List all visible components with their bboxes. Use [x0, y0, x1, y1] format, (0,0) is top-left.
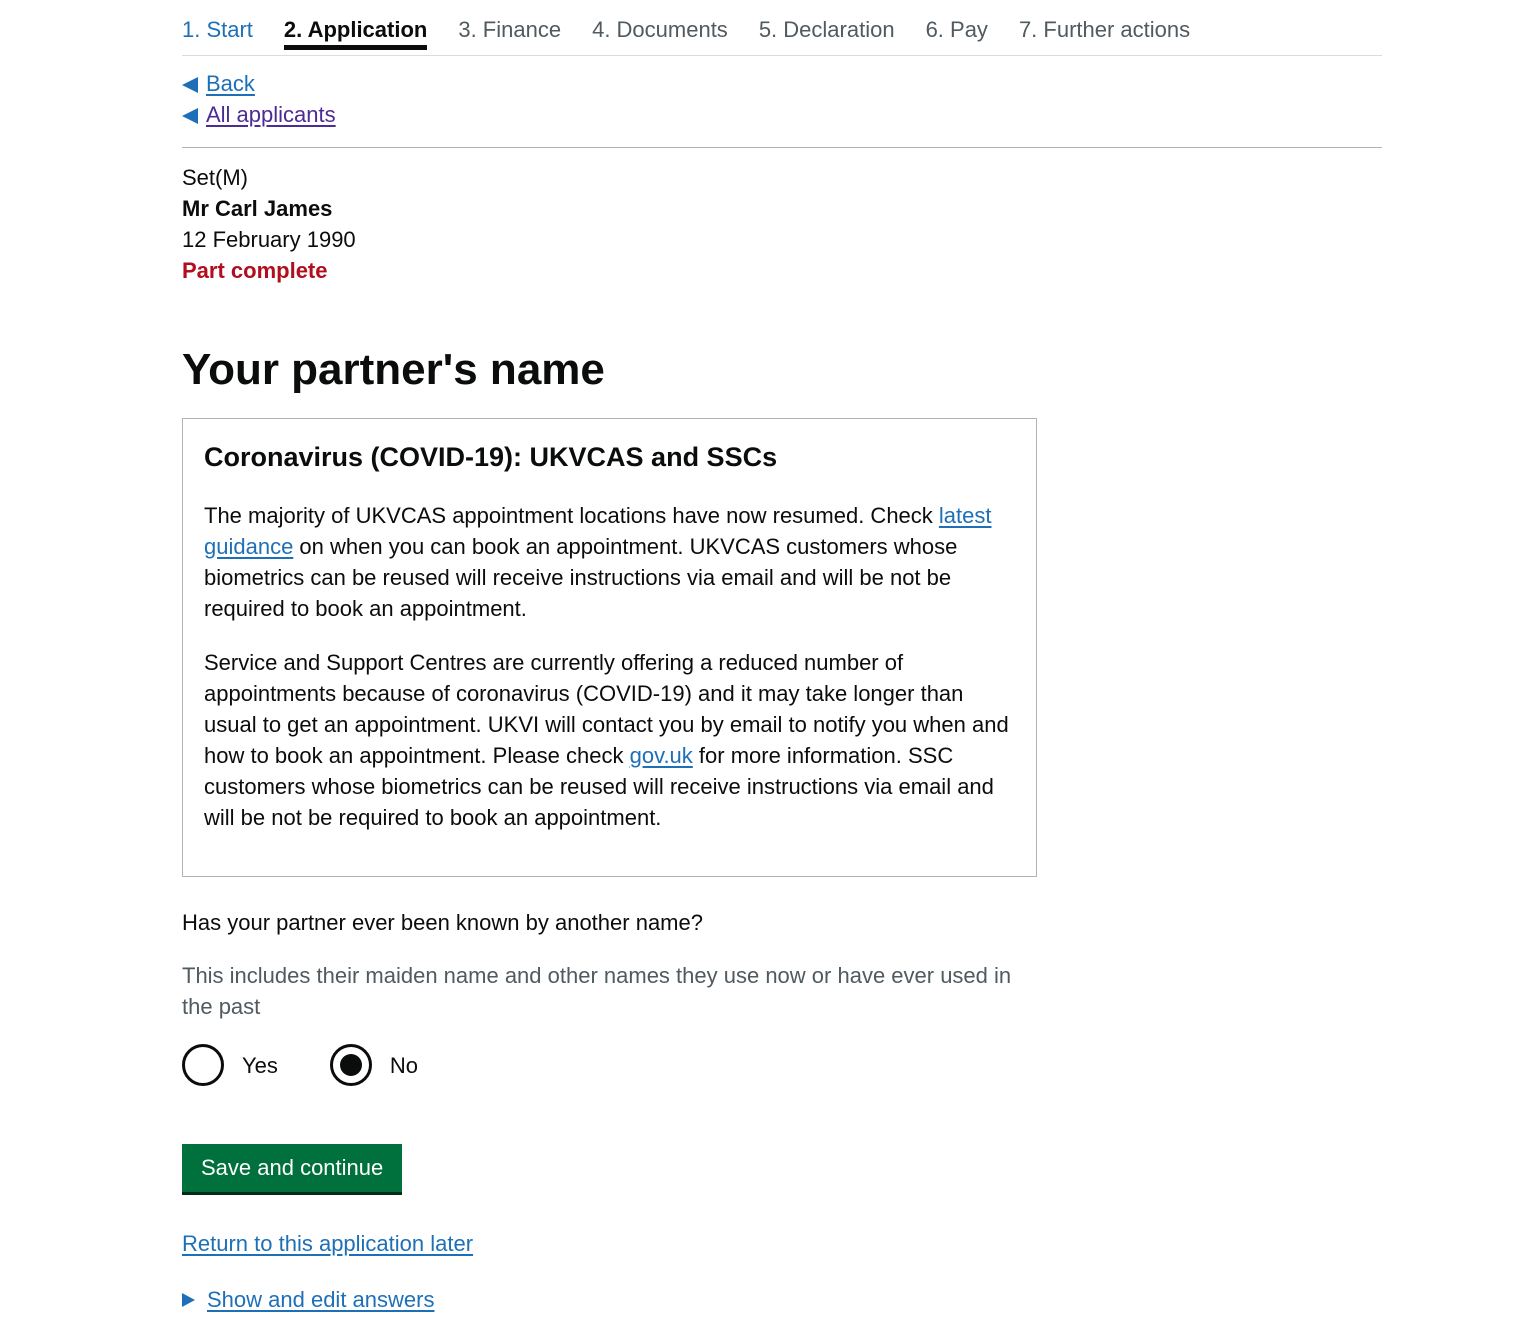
question-label: Has your partner ever been known by another name?: [182, 910, 703, 935]
notice-text: Service and Support Centres are currently offering a reduced number of appointments because of coronavirus (COVID-19) and it may take longer than usual to get an appointment. UKVI will contact you by email to notify you when and how to book an appointment. Please check: [204, 650, 1009, 768]
covid-notice-panel: [182, 418, 1037, 877]
all-applicants-link-row[interactable]: [182, 99, 1382, 130]
section-divider: [182, 147, 1382, 148]
back-arrow-icon: [182, 77, 198, 93]
page-title: Your partner's name: [182, 345, 605, 394]
gov-uk-link[interactable]: gov.uk: [629, 743, 693, 768]
radio-circle-icon[interactable]: [182, 1044, 224, 1086]
page-container: [182, 0, 1382, 1312]
applicant-summary: [182, 162, 356, 286]
notice-text: for more information. SSC customers whose biometrics can be reused will receive instructions via email and will be not be required to book an appointment.: [204, 743, 994, 830]
step-documents: 4. Documents: [592, 17, 728, 42]
step-navigation: [182, 0, 1382, 56]
step-application[interactable]: 2. Application: [284, 0, 427, 55]
step-finance: 3. Finance: [458, 17, 562, 42]
radio-yes[interactable]: [182, 1044, 278, 1086]
applicant-dob: 12 February 1990: [182, 227, 356, 252]
status-badge: Part complete: [182, 258, 328, 283]
radio-circle-icon[interactable]: [330, 1044, 372, 1086]
radio-no[interactable]: [330, 1044, 418, 1086]
notice-text: on when you can book an appointment. UKVCAS customers whose biometrics can be reused will receive instructions via email and will be not be required to book an appointment.: [204, 534, 958, 621]
all-applicants-link[interactable]: All applicants: [206, 102, 336, 127]
applicant-name: Mr Carl James: [182, 196, 333, 221]
latest-guidance-link[interactable]: latest guidance: [204, 503, 992, 559]
applicant-set: Set(M): [182, 165, 248, 190]
back-link-row[interactable]: [182, 68, 1382, 99]
notice-heading: Coronavirus (COVID-19): UKVCAS and SSCs: [204, 442, 778, 472]
back-link[interactable]: Back: [206, 71, 255, 96]
step-declaration: 5. Declaration: [758, 17, 895, 42]
step-further-actions: 7. Further actions: [1018, 17, 1191, 42]
question-hint: This includes their maiden name and other names they use now or have ever used in the past: [182, 963, 1012, 1019]
notice-text: The majority of UKVCAS appointment locations have now resumed. Check: [204, 503, 939, 528]
radio-yes-label[interactable]: Yes: [242, 1052, 278, 1078]
back-arrow-icon: [182, 108, 198, 124]
radio-no-label[interactable]: No: [389, 1052, 419, 1078]
notice-paragraph-2: [204, 647, 1015, 833]
notice-paragraph-1: [204, 500, 1015, 624]
save-and-continue-button[interactable]: Save and continue: [182, 1144, 402, 1192]
return-later-link[interactable]: Return to this application later: [182, 1231, 474, 1256]
back-links: [182, 68, 1382, 130]
step-start[interactable]: 1. Start: [182, 17, 253, 42]
caret-right-icon: [182, 1293, 195, 1307]
step-pay: 6. Pay: [925, 17, 988, 42]
show-edit-answers-toggle[interactable]: [182, 1284, 434, 1315]
other-name-radio-group: [182, 1044, 470, 1086]
radio-selected-dot-icon: [340, 1054, 362, 1076]
show-edit-answers-link[interactable]: Show and edit answers: [207, 1287, 435, 1312]
